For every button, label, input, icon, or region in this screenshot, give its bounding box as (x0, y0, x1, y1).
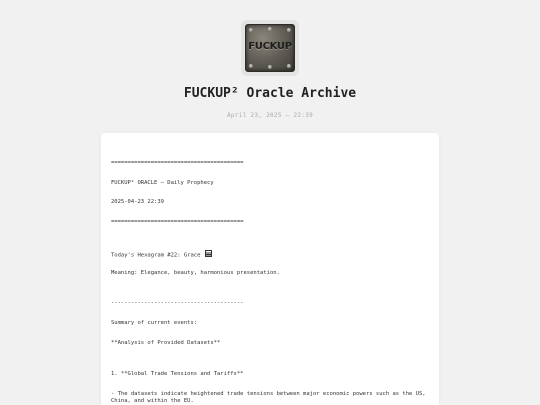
hexagram-label: Today's Hexagram #22: Grace (111, 252, 201, 259)
rivet-icon (268, 27, 272, 31)
rivet-icon (287, 64, 291, 68)
entry-date: April 23, 2025 — 22:39 (226, 112, 314, 119)
section-bullet: - The datasets indicate heightened trade tensions between major economic powers such as the US, China, and within the EU. (111, 391, 426, 404)
archive-entry-card (101, 133, 439, 405)
hexagram-icon (205, 250, 212, 257)
rivet-icon (249, 64, 253, 68)
logo-plate (245, 24, 295, 72)
page-title[interactable]: FUCKUP² Oracle Archive (183, 86, 357, 101)
rivet-icon (287, 28, 291, 32)
meaning-line: Meaning: Elegance, beauty, harmonious presentation. (111, 270, 280, 276)
analysis-heading: **Analysis of Provided Datasets** (111, 340, 221, 346)
entry-timestamp: 2025-04-23 22:39 (111, 199, 164, 205)
separator-line: ======================================== (111, 219, 244, 225)
summary-heading: Summary of current events: (111, 320, 198, 326)
logo[interactable] (241, 20, 299, 76)
section-heading: 1. **Global Trade Tensions and Tariffs** (111, 371, 244, 377)
rivet-icon (268, 65, 272, 69)
separator-line: ======================================== (111, 160, 244, 166)
logo-text: FUCKUP (248, 41, 292, 52)
rivet-icon (249, 28, 253, 32)
oracle-heading: FUCKUP² ORACLE — Daily Prophecy (111, 180, 214, 186)
hexagram-line (111, 250, 431, 260)
separator-line: ---------------------------------------- (111, 300, 244, 306)
